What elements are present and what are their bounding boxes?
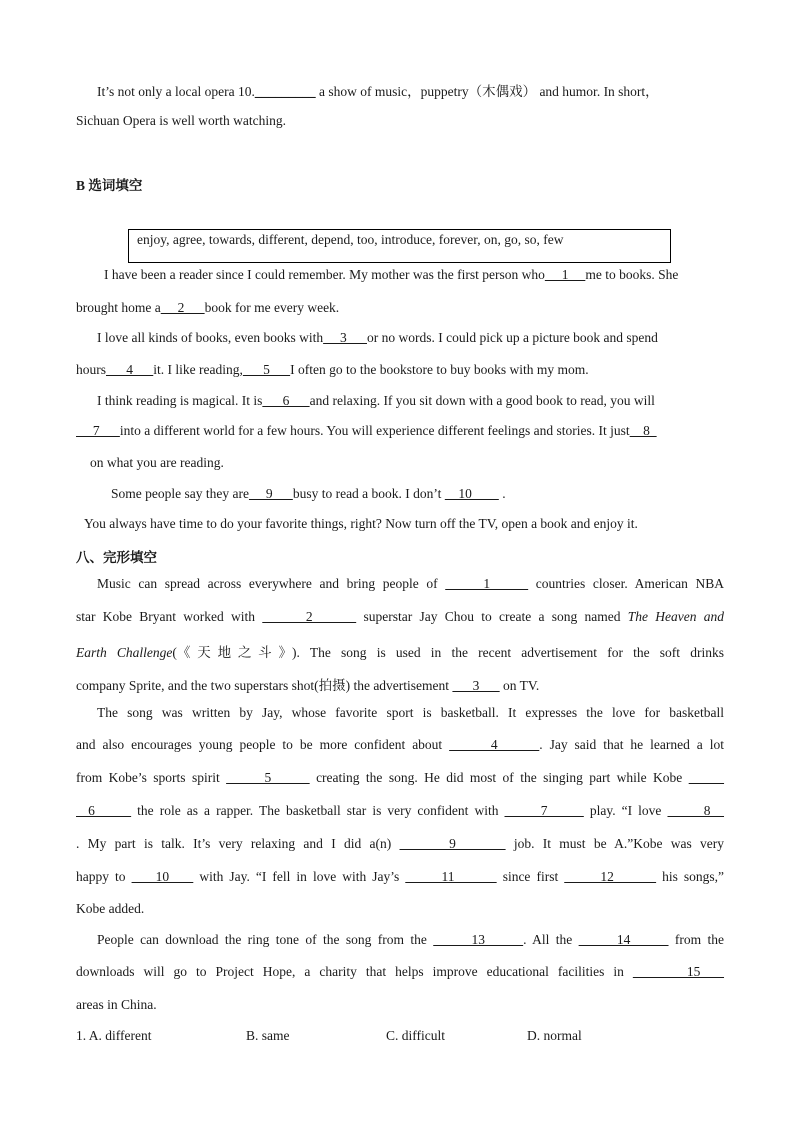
passage-line: I have been a reader since I could remember. My mother was the first person who 1 me to books. She — [104, 267, 679, 282]
blank-1[interactable]: 1 — [544, 267, 586, 282]
cloze-line: areas in China. — [76, 997, 157, 1012]
option-c[interactable]: C. difficult — [386, 1028, 445, 1043]
blank-7[interactable]: 7 — [76, 423, 120, 438]
cloze-line: Kobe added. — [76, 901, 145, 916]
cloze-line: . My part is talk. It’s very relaxing and I did a(n) 9 job. It must be A.”Kobe was very — [76, 836, 725, 851]
word-bank-box — [128, 229, 671, 263]
blank-10[interactable]: 10 — [444, 486, 499, 501]
section-b-heading: B 选词填空 — [76, 178, 143, 193]
text: a show of music，puppetry（木偶戏） and humor. In short， — [315, 84, 659, 99]
passage-line: You always have time to do your favorite things, right? Now turn off the TV, open a book and enjoy it. — [84, 516, 638, 531]
cloze-line: company Sprite, and the two superstars shot(拍摄) the advertisement 3 on TV. — [76, 678, 540, 693]
blank-6-start[interactable] — [689, 770, 724, 785]
sichuan-line-1 — [97, 80, 659, 100]
cloze-line: People can download the ring tone of the song from the 13 . All the 14 from the — [97, 932, 725, 947]
passage-line: 7 into a different world for a few hours. You will experience different feelings and stories. It just 8 — [76, 423, 657, 438]
blank-9[interactable]: 9 — [248, 486, 293, 501]
blank-5[interactable]: 5 — [226, 770, 310, 785]
blank-8[interactable]: 8 — [629, 423, 657, 438]
passage-line: I think reading is magical. It is 6 and relaxing. If you sit down with a good book to read, you will — [97, 393, 655, 408]
option-d[interactable]: D. normal — [527, 1028, 582, 1043]
blank-9[interactable]: 9 — [399, 836, 506, 851]
cloze-line: and also encourages young people to be more confident about 4 . Jay said that he learned a lot — [76, 737, 724, 752]
option-b[interactable]: B. same — [246, 1028, 290, 1043]
blank-11[interactable]: 11 — [405, 869, 497, 884]
sichuan-line-2: Sichuan Opera is well worth watching. — [76, 113, 286, 128]
blank-4[interactable]: 4 — [449, 737, 540, 752]
passage-line: hours 4 it. I like reading, 5 I often go to the bookstore to buy books with my mom. — [76, 362, 589, 377]
text: It’s not only a local opera 10. — [97, 84, 255, 99]
blank-14[interactable]: 14 — [578, 932, 669, 947]
cloze-heading: 八、完形填空 — [76, 550, 157, 565]
passage-line: I love all kinds of books, even books with 3 or no words. I could pick up a picture book and spend — [97, 330, 658, 345]
blank-15[interactable]: 15 — [632, 964, 725, 979]
blank-5[interactable]: 5 — [242, 362, 291, 377]
blank-13[interactable]: 13 — [433, 932, 524, 947]
cloze-line: Earth Challenge(《天地之斗》). The song is used in the recent advertisement for the soft drinks — [76, 645, 724, 660]
cloze-line: from Kobe’s sports spirit 5 creating the song. He did most of the singing part while Kobe — [76, 770, 724, 786]
blank-6[interactable]: 6 — [262, 393, 310, 408]
cloze-line: 6 the role as a rapper. The basketball star is very confident with 7 play. “I love 8 — [76, 803, 725, 818]
blank-10[interactable]: 10 — [131, 869, 194, 884]
passage-line: on what you are reading. — [90, 455, 224, 470]
passage-line: brought home a 2 book for me every week. — [76, 300, 340, 315]
blank-3[interactable]: 3 — [452, 678, 500, 693]
cloze-line: star Kobe Bryant worked with 2 superstar Jay Chou to create a song named The Heaven and — [76, 609, 725, 624]
blank-7[interactable]: 7 — [504, 803, 584, 818]
cloze-line: Music can spread across everywhere and bring people of 1 countries closer. American NBA — [97, 576, 724, 591]
blank-12[interactable]: 12 — [564, 869, 657, 884]
blank-2[interactable]: 2 — [262, 609, 357, 624]
blank-10[interactable]: _________ — [254, 84, 316, 99]
word-bank: enjoy, agree, towards, different, depend, too, introduce, forever, on, go, so, few — [137, 232, 564, 247]
blank-1[interactable]: 1 — [445, 576, 529, 591]
passage-line: Some people say they are 9 busy to read a book. I don’t 10 . — [111, 486, 506, 501]
blank-8[interactable]: 8 — [667, 803, 725, 818]
cloze-line: happy to 10 with Jay. “I fell in love with Jay’s 11 since first 12 his songs,” — [76, 869, 725, 884]
blank-4[interactable]: 4 — [106, 362, 154, 377]
option-a[interactable]: 1. A. different — [76, 1028, 152, 1043]
cloze-line: downloads will go to Project Hope, a charity that helps improve educational facilities in 15 — [76, 964, 725, 979]
blank-6[interactable]: 6 — [76, 803, 132, 818]
cloze-line: The song was written by Jay, whose favorite sport is basketball. It expresses the love for basketball — [97, 705, 724, 720]
blank-3[interactable]: 3 — [323, 330, 367, 345]
blank-2[interactable]: 2 — [160, 300, 205, 315]
